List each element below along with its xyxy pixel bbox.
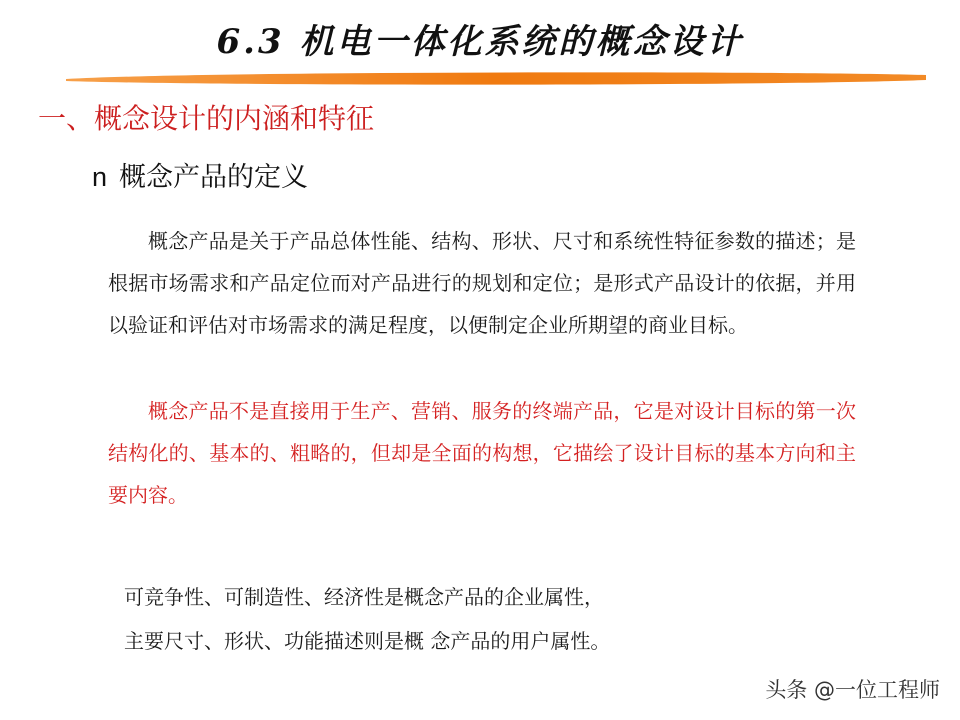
enterprise-attributes-line: 可竞争性、可制造性、经济性是概念产品的企业属性， bbox=[124, 585, 604, 609]
concept-description-paragraph: 概念产品不是直接用于生产、营销、服务的终端产品，它是对设计目标的第一次结构化的、基本的、粗略的，但却是全面的构想，它描绘了设计目标的基本方向和主要内容。 bbox=[108, 399, 856, 507]
section-heading: 一、概念设计的内涵和特征 bbox=[38, 102, 375, 135]
bullet-marker: n bbox=[92, 162, 108, 192]
watermark: 头条 @一位工程师 bbox=[765, 678, 940, 702]
bullet-text: 概念产品的定义 bbox=[119, 162, 309, 193]
slide-title: 6.3 机电一体化系统的概念设计 bbox=[216, 22, 744, 62]
title-underline bbox=[66, 70, 926, 86]
definition-paragraph: 概念产品是关于产品总体性能、结构、形状、尺寸和系统性特征参数的描述；是根据市场需求和产品定位而对产品进行的规划和定位；是形式产品设计的依据，并用以验证和评估对市场需求的满足程度，以便制定企业所期望的商业目标。 bbox=[108, 229, 856, 337]
bullet-item bbox=[92, 155, 308, 194]
user-attributes-line: 主要尺寸、形状、功能描述则是概 念产品的用户属性。 bbox=[124, 629, 611, 653]
